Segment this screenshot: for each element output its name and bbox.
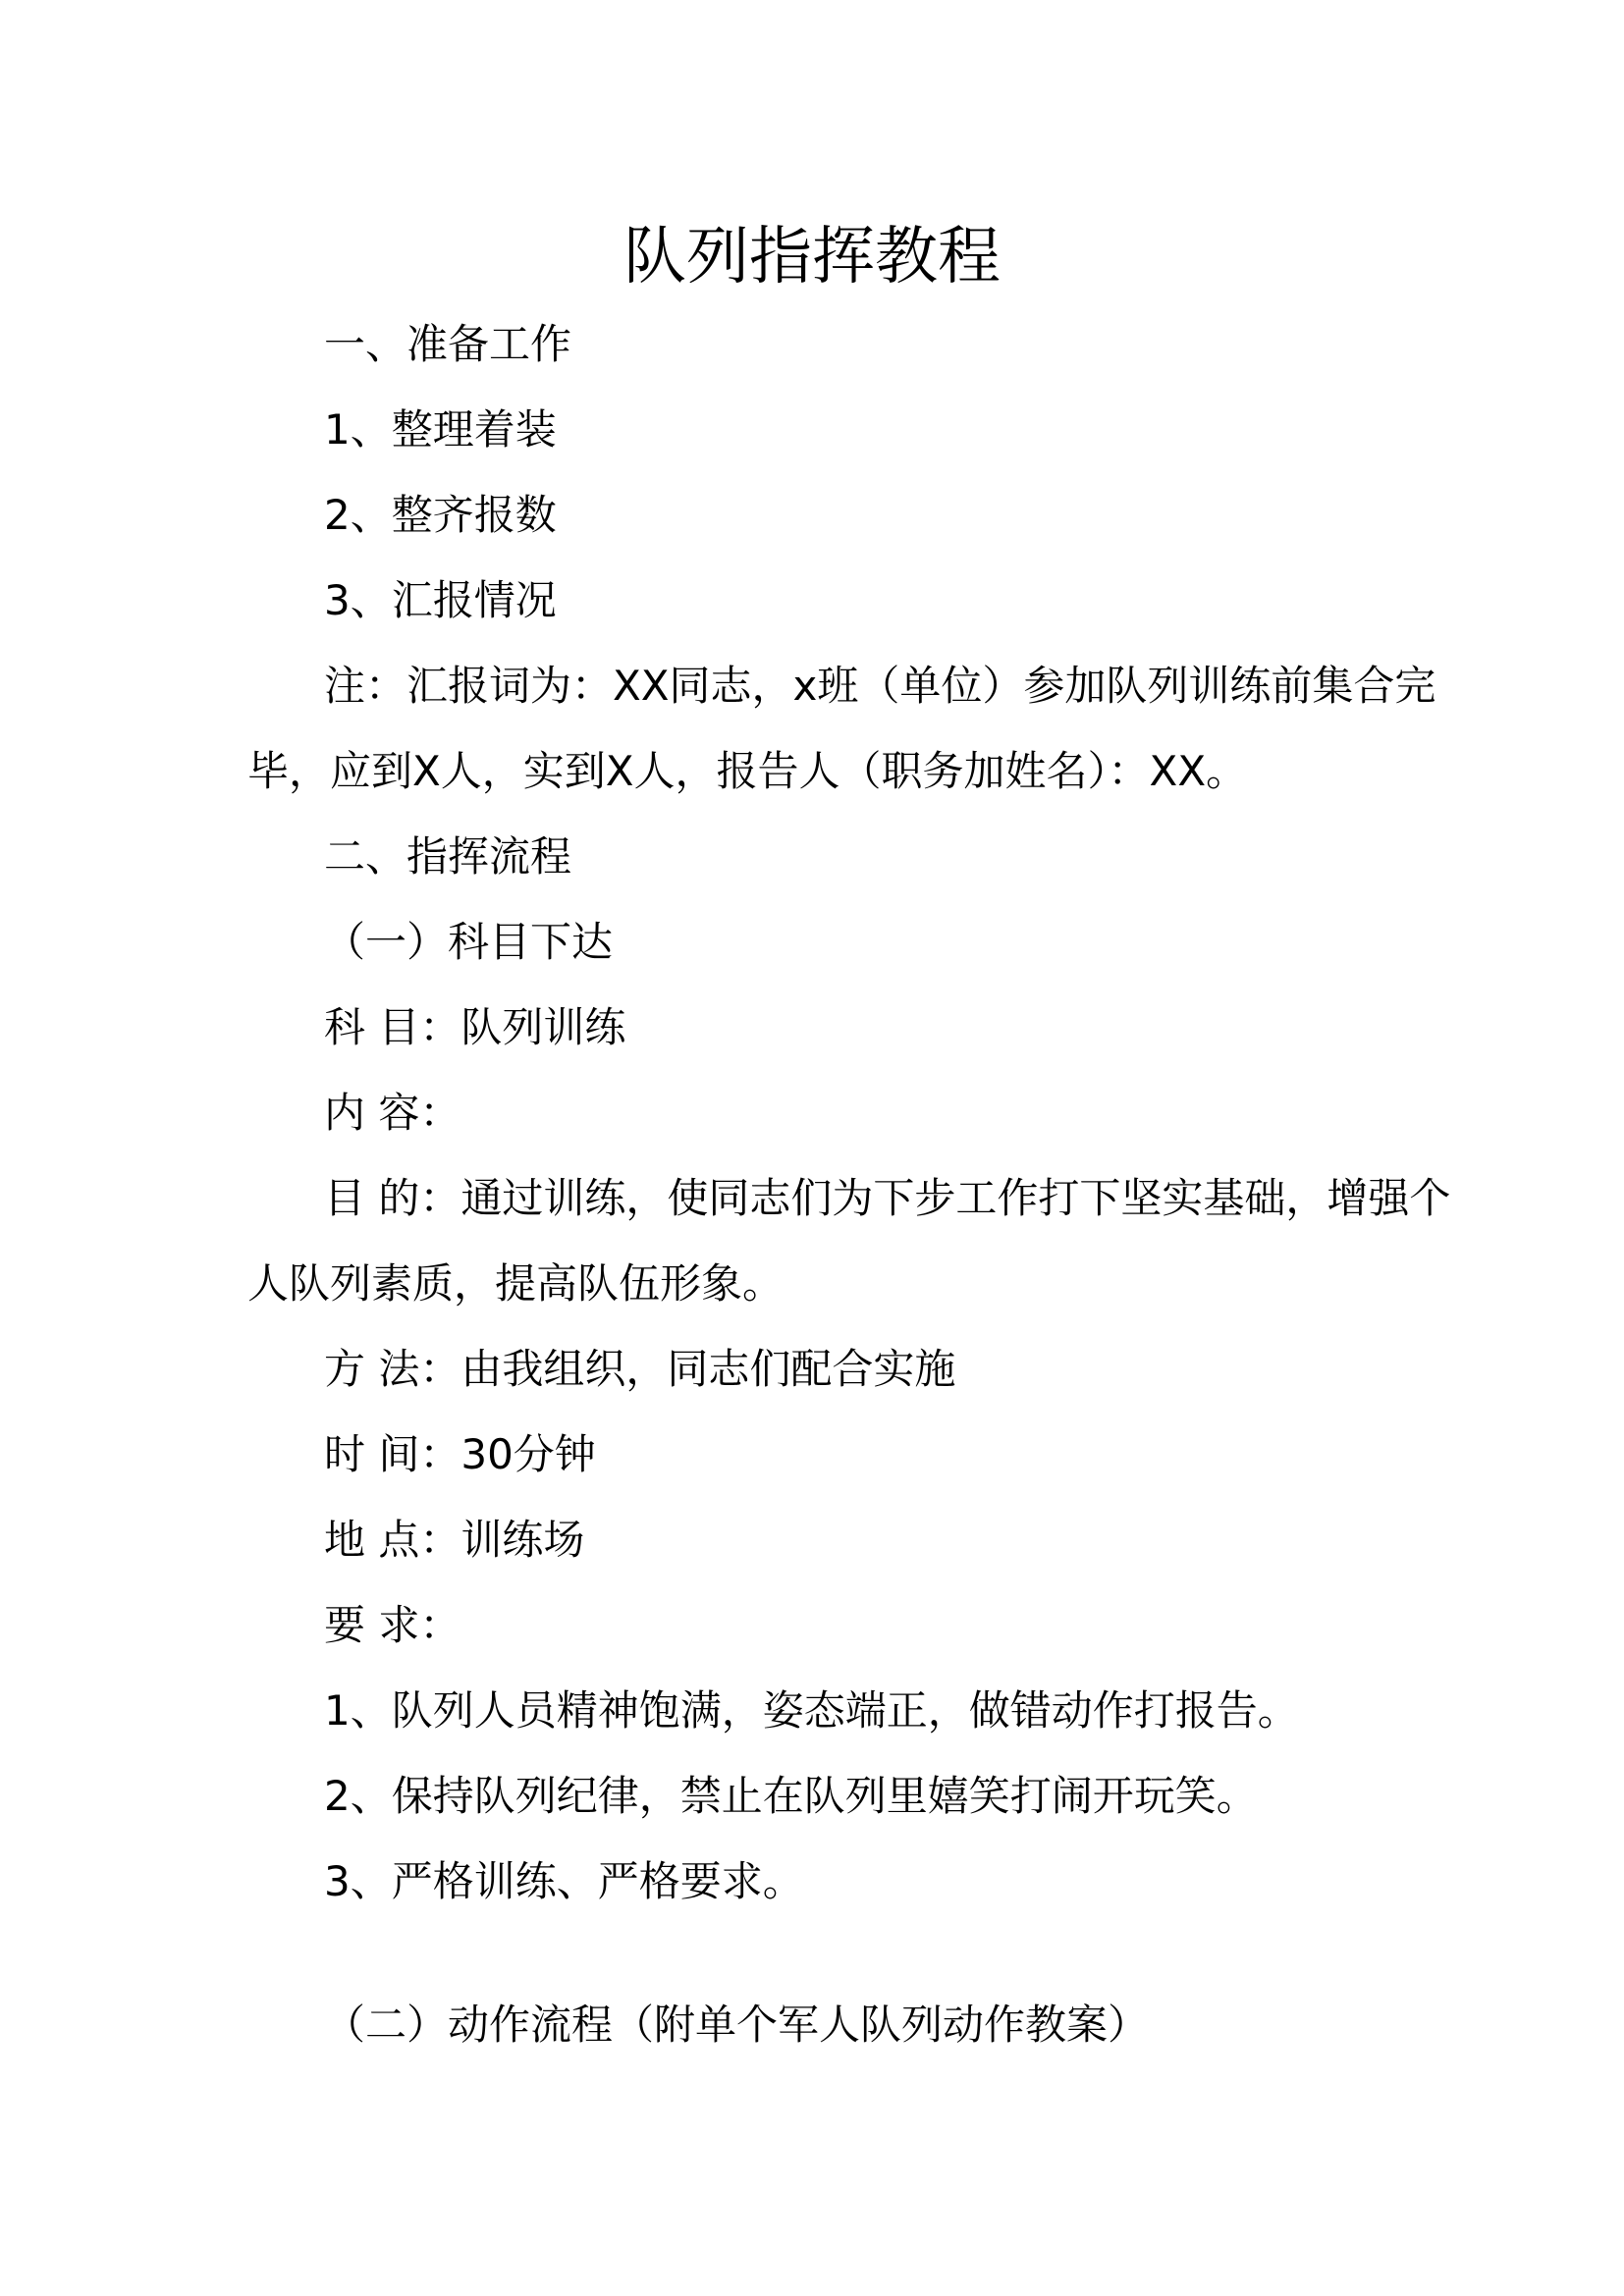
field-purpose-line: 人队列素质，提高队伍形象。	[247, 1259, 785, 1308]
section-heading-command-flow: 二、指挥流程	[324, 832, 572, 881]
field-requirements: 要 求：	[324, 1601, 461, 1649]
section-heading-preparation: 一、准备工作	[324, 320, 572, 368]
list-item: 3、严格训练、严格要求。	[324, 1857, 804, 1905]
list-item: 1、整理着装	[324, 405, 557, 454]
field-method: 方 法：由我组织，同志们配合实施	[324, 1345, 956, 1393]
field-location: 地 点：训练场	[324, 1516, 585, 1564]
subsection-heading-action-flow: （二）动作流程（附单个军人队列动作教案）	[324, 2001, 1150, 2049]
note-paragraph-line: 毕，应到X人，实到X人，报告人（职务加姓名）：XX。	[247, 747, 1248, 795]
document-title: 队列指挥教程	[623, 221, 1001, 294]
field-content: 内 容：	[324, 1089, 461, 1137]
note-paragraph-line: 注：汇报词为：XX同志，x班（单位）参加队列训练前集合完	[324, 662, 1436, 710]
list-item: 1、队列人员精神饱满，姿态端正，做错动作打报告。	[324, 1686, 1299, 1735]
list-item: 2、整齐报数	[324, 491, 557, 539]
subsection-heading-subject: （一）科目下达	[324, 918, 614, 966]
list-item: 3、汇报情况	[324, 576, 557, 624]
field-purpose-line: 目 的：通过训练，使同志们为下步工作打下坚实基础，增强个	[324, 1174, 1451, 1222]
field-time: 时 间：30分钟	[324, 1430, 596, 1478]
list-item: 2、保持队列纪律，禁止在队列里嬉笑打闹开玩笑。	[324, 1772, 1258, 1820]
field-subject: 科 目：队列训练	[324, 1003, 626, 1051]
